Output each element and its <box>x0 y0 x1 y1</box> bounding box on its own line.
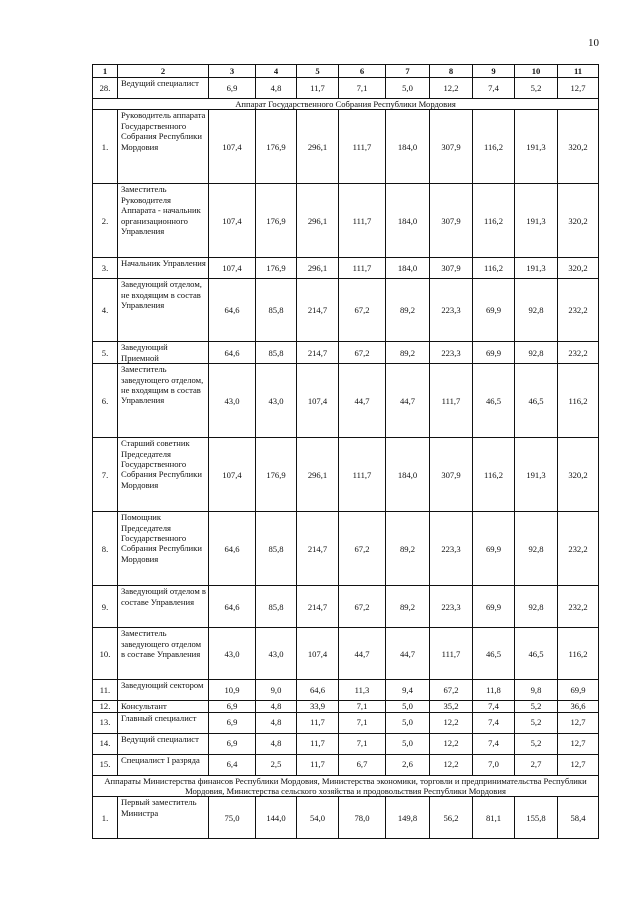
value-cell: 7,1 <box>339 78 386 99</box>
header-cell: 10 <box>515 65 558 78</box>
value-cell: 6,9 <box>209 701 256 712</box>
value-cell: 214,7 <box>297 512 339 586</box>
header-cell: 6 <box>339 65 386 78</box>
value-cell: 69,9 <box>473 512 515 586</box>
value-cell: 107,4 <box>209 258 256 279</box>
value-cell: 44,7 <box>386 628 430 680</box>
value-cell: 85,8 <box>256 342 297 364</box>
value-cell: 296,1 <box>297 258 339 279</box>
value-cell: 111,7 <box>339 438 386 512</box>
value-cell: 7,4 <box>473 78 515 99</box>
value-cell: 11,8 <box>473 680 515 701</box>
value-cell: 6,9 <box>209 733 256 754</box>
value-cell: 89,2 <box>386 279 430 342</box>
value-cell: 7,4 <box>473 701 515 712</box>
row-number: 3. <box>93 258 118 279</box>
value-cell: 116,2 <box>473 438 515 512</box>
value-cell: 44,7 <box>339 364 386 438</box>
value-cell: 35,2 <box>430 701 473 712</box>
position-name: Заведующий отделом, не входящим в состав Управления <box>118 279 209 342</box>
header-row <box>93 65 599 78</box>
table-row <box>93 680 599 701</box>
value-cell: 11,7 <box>297 712 339 733</box>
value-cell: 54,0 <box>297 797 339 839</box>
row-number: 5. <box>93 342 118 364</box>
value-cell: 176,9 <box>256 258 297 279</box>
table-row <box>93 733 599 754</box>
value-cell: 12,2 <box>430 733 473 754</box>
value-cell: 4,8 <box>256 712 297 733</box>
value-cell: 69,9 <box>473 279 515 342</box>
value-cell: 92,8 <box>515 279 558 342</box>
salary-table <box>92 64 599 839</box>
value-cell: 4,8 <box>256 78 297 99</box>
page-number: 10 <box>588 37 599 49</box>
value-cell: 184,0 <box>386 110 430 184</box>
row-number: 8. <box>93 512 118 586</box>
value-cell: 9,4 <box>386 680 430 701</box>
row-number: 11. <box>93 680 118 701</box>
value-cell: 116,2 <box>558 628 599 680</box>
value-cell: 46,5 <box>473 628 515 680</box>
header-cell: 5 <box>297 65 339 78</box>
section-title: Аппарат Государственного Собрания Республики Мордовия <box>93 99 599 110</box>
row-number: 7. <box>93 438 118 512</box>
section-title: Аппараты Министерства финансов Республики Мордовия, Министерства экономики, торговли и предпринимательства Республики Мордовия, Министерства сельского хозяйства и продовольствия Республики Мордовия <box>93 775 599 797</box>
value-cell: 7,4 <box>473 733 515 754</box>
position-name: Заместитель заведующего отделом, не входящим в состав Управления <box>118 364 209 438</box>
value-cell: 2,5 <box>256 754 297 775</box>
value-cell: 56,2 <box>430 797 473 839</box>
value-cell: 4,8 <box>256 701 297 712</box>
value-cell: 12,7 <box>558 733 599 754</box>
position-name: Заведующий отделом в составе Управления <box>118 586 209 628</box>
value-cell: 5,2 <box>515 712 558 733</box>
value-cell: 6,9 <box>209 78 256 99</box>
value-cell: 44,7 <box>386 364 430 438</box>
value-cell: 43,0 <box>209 628 256 680</box>
header-cell: 3 <box>209 65 256 78</box>
value-cell: 64,6 <box>209 512 256 586</box>
value-cell: 232,2 <box>558 512 599 586</box>
row-number: 4. <box>93 279 118 342</box>
value-cell: 64,6 <box>297 680 339 701</box>
value-cell: 69,9 <box>473 586 515 628</box>
value-cell: 7,1 <box>339 701 386 712</box>
row-number: 2. <box>93 184 118 258</box>
value-cell: 111,7 <box>339 258 386 279</box>
position-name: Начальник Управления <box>118 258 209 279</box>
value-cell: 223,3 <box>430 586 473 628</box>
row-number: 6. <box>93 364 118 438</box>
row-number: 1. <box>93 797 118 839</box>
value-cell: 296,1 <box>297 184 339 258</box>
table-row <box>93 754 599 775</box>
value-cell: 67,2 <box>339 342 386 364</box>
value-cell: 9,8 <box>515 680 558 701</box>
value-cell: 7,1 <box>339 712 386 733</box>
value-cell: 176,9 <box>256 438 297 512</box>
value-cell: 191,3 <box>515 258 558 279</box>
value-cell: 7,1 <box>339 733 386 754</box>
value-cell: 69,9 <box>473 342 515 364</box>
header-cell: 4 <box>256 65 297 78</box>
table-row <box>93 342 599 364</box>
table-row <box>93 701 599 712</box>
value-cell: 144,0 <box>256 797 297 839</box>
value-cell: 149,8 <box>386 797 430 839</box>
position-name: Руководитель аппарата Государственного Собрания Республики Мордовия <box>118 110 209 184</box>
value-cell: 320,2 <box>558 258 599 279</box>
position-name: Заместитель Руководителя Аппарата - начальник организационного Управления <box>118 184 209 258</box>
value-cell: 67,2 <box>339 512 386 586</box>
value-cell: 2,7 <box>515 754 558 775</box>
value-cell: 92,8 <box>515 512 558 586</box>
position-name: Старший советник Председателя Государственного Собрания Республики Мордовия <box>118 438 209 512</box>
table-body <box>93 65 599 839</box>
section-row <box>93 775 599 797</box>
value-cell: 5,0 <box>386 78 430 99</box>
value-cell: 307,9 <box>430 258 473 279</box>
value-cell: 111,7 <box>430 364 473 438</box>
value-cell: 107,4 <box>209 438 256 512</box>
row-number: 14. <box>93 733 118 754</box>
value-cell: 320,2 <box>558 110 599 184</box>
table-row <box>93 184 599 258</box>
value-cell: 214,7 <box>297 586 339 628</box>
value-cell: 111,7 <box>339 184 386 258</box>
value-cell: 89,2 <box>386 512 430 586</box>
value-cell: 46,5 <box>515 628 558 680</box>
value-cell: 232,2 <box>558 342 599 364</box>
value-cell: 232,2 <box>558 586 599 628</box>
value-cell: 12,7 <box>558 754 599 775</box>
value-cell: 111,7 <box>430 628 473 680</box>
value-cell: 12,2 <box>430 754 473 775</box>
value-cell: 307,9 <box>430 110 473 184</box>
value-cell: 9,0 <box>256 680 297 701</box>
value-cell: 85,8 <box>256 279 297 342</box>
value-cell: 46,5 <box>515 364 558 438</box>
value-cell: 44,7 <box>339 628 386 680</box>
value-cell: 78,0 <box>339 797 386 839</box>
position-name: Главный специалист <box>118 712 209 733</box>
header-cell: 2 <box>118 65 209 78</box>
value-cell: 11,7 <box>297 754 339 775</box>
value-cell: 116,2 <box>473 258 515 279</box>
value-cell: 64,6 <box>209 342 256 364</box>
value-cell: 92,8 <box>515 342 558 364</box>
position-name: Заместитель заведующего отделом в составе Управления <box>118 628 209 680</box>
table-row <box>93 78 599 99</box>
value-cell: 116,2 <box>473 110 515 184</box>
value-cell: 89,2 <box>386 342 430 364</box>
value-cell: 2,6 <box>386 754 430 775</box>
value-cell: 184,0 <box>386 438 430 512</box>
value-cell: 307,9 <box>430 184 473 258</box>
value-cell: 12,2 <box>430 712 473 733</box>
table-row <box>93 797 599 839</box>
table-row <box>93 364 599 438</box>
value-cell: 36,6 <box>558 701 599 712</box>
value-cell: 320,2 <box>558 438 599 512</box>
value-cell: 92,8 <box>515 586 558 628</box>
row-number: 9. <box>93 586 118 628</box>
value-cell: 296,1 <box>297 438 339 512</box>
value-cell: 64,6 <box>209 586 256 628</box>
value-cell: 184,0 <box>386 184 430 258</box>
table-row <box>93 712 599 733</box>
value-cell: 85,8 <box>256 512 297 586</box>
value-cell: 5,0 <box>386 733 430 754</box>
header-cell: 11 <box>558 65 599 78</box>
row-number: 1. <box>93 110 118 184</box>
value-cell: 85,8 <box>256 586 297 628</box>
table-row <box>93 110 599 184</box>
value-cell: 320,2 <box>558 184 599 258</box>
value-cell: 4,8 <box>256 733 297 754</box>
value-cell: 184,0 <box>386 258 430 279</box>
value-cell: 10,9 <box>209 680 256 701</box>
value-cell: 46,5 <box>473 364 515 438</box>
position-name: Специалист I разряда <box>118 754 209 775</box>
position-name: Ведущий специалист <box>118 733 209 754</box>
row-number: 28. <box>93 78 118 99</box>
table-row <box>93 438 599 512</box>
value-cell: 223,3 <box>430 342 473 364</box>
table-row <box>93 279 599 342</box>
value-cell: 296,1 <box>297 110 339 184</box>
section-row <box>93 99 599 110</box>
value-cell: 5,0 <box>386 712 430 733</box>
value-cell: 191,3 <box>515 184 558 258</box>
value-cell: 67,2 <box>339 279 386 342</box>
value-cell: 191,3 <box>515 438 558 512</box>
value-cell: 111,7 <box>339 110 386 184</box>
value-cell: 43,0 <box>209 364 256 438</box>
value-cell: 107,4 <box>209 184 256 258</box>
value-cell: 12,2 <box>430 78 473 99</box>
header-cell: 7 <box>386 65 430 78</box>
value-cell: 43,0 <box>256 364 297 438</box>
value-cell: 67,2 <box>339 586 386 628</box>
row-number: 10. <box>93 628 118 680</box>
position-name: Ведущий специалист <box>118 78 209 99</box>
value-cell: 307,9 <box>430 438 473 512</box>
table-row <box>93 628 599 680</box>
value-cell: 155,8 <box>515 797 558 839</box>
value-cell: 5,2 <box>515 701 558 712</box>
value-cell: 6,7 <box>339 754 386 775</box>
position-name: Помощник Председателя Государственного Собрания Республики Мордовия <box>118 512 209 586</box>
value-cell: 11,7 <box>297 733 339 754</box>
position-name: Заведующий Приемной <box>118 342 209 364</box>
value-cell: 69,9 <box>558 680 599 701</box>
value-cell: 107,4 <box>209 110 256 184</box>
row-number: 13. <box>93 712 118 733</box>
value-cell: 64,6 <box>209 279 256 342</box>
value-cell: 116,2 <box>473 184 515 258</box>
value-cell: 116,2 <box>558 364 599 438</box>
position-name: Заведующий сектором <box>118 680 209 701</box>
position-name: Первый заместитель Министра <box>118 797 209 839</box>
value-cell: 89,2 <box>386 586 430 628</box>
value-cell: 58,4 <box>558 797 599 839</box>
value-cell: 107,4 <box>297 628 339 680</box>
value-cell: 232,2 <box>558 279 599 342</box>
value-cell: 12,7 <box>558 78 599 99</box>
value-cell: 75,0 <box>209 797 256 839</box>
table-row <box>93 512 599 586</box>
value-cell: 191,3 <box>515 110 558 184</box>
value-cell: 43,0 <box>256 628 297 680</box>
value-cell: 176,9 <box>256 184 297 258</box>
header-cell: 9 <box>473 65 515 78</box>
value-cell: 5,0 <box>386 701 430 712</box>
value-cell: 7,0 <box>473 754 515 775</box>
value-cell: 5,2 <box>515 78 558 99</box>
value-cell: 176,9 <box>256 110 297 184</box>
value-cell: 7,4 <box>473 712 515 733</box>
row-number: 15. <box>93 754 118 775</box>
value-cell: 11,3 <box>339 680 386 701</box>
value-cell: 214,7 <box>297 279 339 342</box>
table-row <box>93 258 599 279</box>
row-number: 12. <box>93 701 118 712</box>
value-cell: 223,3 <box>430 512 473 586</box>
value-cell: 12,7 <box>558 712 599 733</box>
value-cell: 223,3 <box>430 279 473 342</box>
header-cell: 1 <box>93 65 118 78</box>
value-cell: 33,9 <box>297 701 339 712</box>
value-cell: 5,2 <box>515 733 558 754</box>
header-cell: 8 <box>430 65 473 78</box>
value-cell: 6,4 <box>209 754 256 775</box>
value-cell: 107,4 <box>297 364 339 438</box>
position-name: Консультант <box>118 701 209 712</box>
value-cell: 6,9 <box>209 712 256 733</box>
table-row <box>93 586 599 628</box>
value-cell: 67,2 <box>430 680 473 701</box>
value-cell: 214,7 <box>297 342 339 364</box>
value-cell: 11,7 <box>297 78 339 99</box>
value-cell: 81,1 <box>473 797 515 839</box>
